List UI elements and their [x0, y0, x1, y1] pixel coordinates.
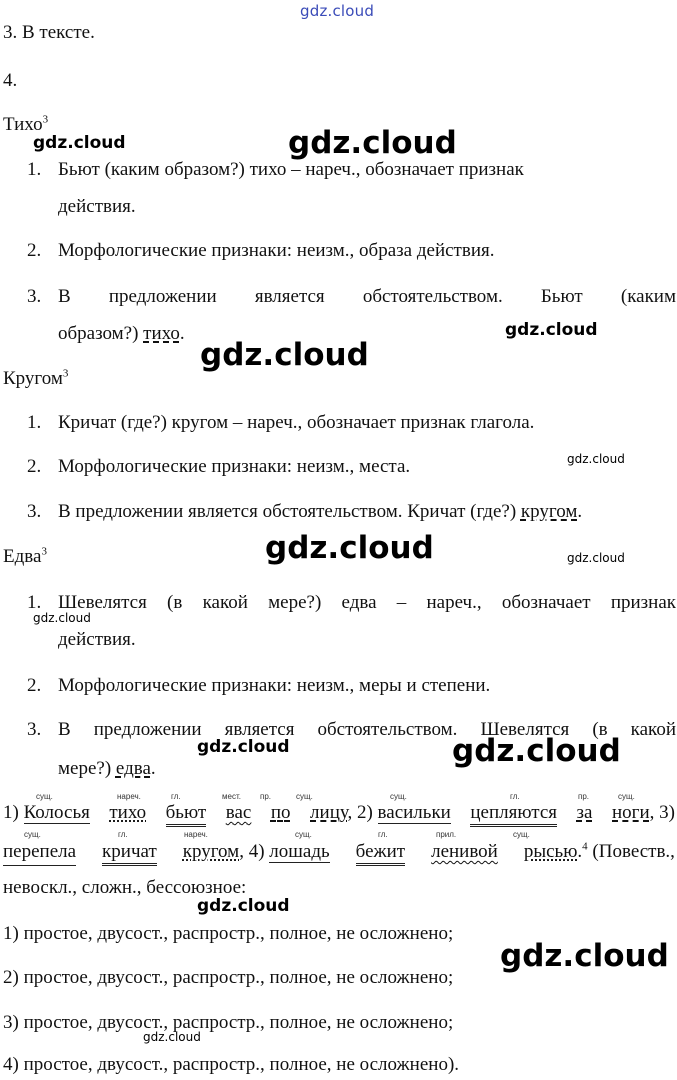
- pos-label: нареч.: [184, 830, 208, 839]
- section-heading-tikho: Тихо$^3$: [3, 113, 49, 135]
- list-item-text: Бьют (каким образом?) тихо – нареч., обозначает признак: [58, 159, 524, 180]
- pos-label: сущ.: [296, 792, 313, 801]
- watermark: gdz.cloud: [33, 133, 126, 153]
- pos-label: сущ.: [24, 830, 41, 839]
- predicate-word: цепляются: [470, 802, 557, 827]
- list-item-text: действия.: [58, 196, 136, 217]
- list-item-text: действия.: [58, 629, 136, 650]
- pos-label: сущ.: [36, 792, 53, 801]
- watermark: gdz.cloud: [33, 611, 91, 625]
- predicate-word: бьют: [166, 802, 207, 827]
- list-number: 3.: [27, 286, 42, 307]
- pos-label: гл.: [378, 830, 388, 839]
- watermark: gdz.cloud: [143, 1030, 201, 1044]
- question-3-answer: 3. В тексте.: [3, 22, 95, 43]
- attribute-word: ленивой: [431, 841, 498, 862]
- subject-word: васильки: [377, 802, 451, 823]
- subject-word: Колосья: [23, 802, 90, 823]
- pos-label: сущ.: [295, 830, 312, 839]
- list-item-text: Морфологические признаки: неизм., образа действия.: [58, 240, 495, 261]
- pos-label: пр.: [578, 792, 590, 801]
- list-number: 3.: [27, 501, 42, 522]
- parsed-sentence-line-1: 1) Колосья тихо бьют вас по лицу, 2) васильки цепляются за ноги, 3): [3, 802, 675, 827]
- predicate-word: бежит: [356, 841, 405, 866]
- analysis-line: 3) простое, двусост., распростр., полное, не осложнено;: [3, 1012, 454, 1033]
- watermark-top: gdz.cloud: [300, 2, 375, 20]
- adverbial-word: кругом: [182, 841, 240, 862]
- list-number: 1.: [27, 159, 42, 180]
- object-word: вас: [225, 802, 252, 823]
- section-heading-edva: Едва$^3$: [3, 545, 47, 567]
- watermark: gdz.cloud: [452, 733, 621, 769]
- pos-label: сущ.: [513, 830, 530, 839]
- watermark: gdz.cloud: [500, 938, 669, 974]
- adverbial-word: рысью: [523, 841, 578, 862]
- preposition-word: по: [270, 802, 291, 823]
- list-number: 2.: [27, 456, 42, 477]
- list-number: 2.: [27, 240, 42, 261]
- watermark: gdz.cloud: [505, 320, 598, 340]
- list-item-text: В предложении является обстоятельством. Шевелятся (в какой: [58, 719, 676, 740]
- pos-label: мест.: [222, 792, 241, 801]
- watermark: gdz.cloud: [567, 452, 625, 466]
- preposition-word: за: [576, 802, 593, 823]
- question-4-label: 4.: [3, 70, 18, 91]
- object-word: лицу: [310, 802, 348, 823]
- pos-label: гл.: [171, 792, 181, 801]
- predicate-word: кричат: [102, 841, 157, 866]
- underlined-adverb: кругом: [520, 501, 578, 522]
- underlined-adverb: тихо: [143, 323, 180, 344]
- watermark: gdz.cloud: [567, 551, 625, 565]
- watermark: gdz.cloud: [200, 337, 369, 373]
- list-item-text: Кричат (где?) кругом – нареч., обозначает признак глагола.: [58, 412, 535, 433]
- list-item-text: Морфологические признаки: неизм., меры и степени.: [58, 675, 491, 696]
- list-item-text: мере?) едва.: [58, 758, 156, 779]
- watermark: gdz.cloud: [288, 125, 457, 161]
- pos-label: сущ.: [390, 792, 407, 801]
- list-number: 1.: [27, 592, 42, 613]
- object-word: ноги: [612, 802, 650, 823]
- analysis-line: 1) простое, двусост., распростр., полное, не осложнено;: [3, 923, 454, 944]
- section-heading-krugom: Кругом$^3$: [3, 367, 69, 389]
- subject-word: лошадь: [269, 841, 330, 862]
- list-item-text: В предложении является обстоятельством. Бьют (каким: [58, 286, 676, 307]
- pos-label: гл.: [118, 830, 128, 839]
- watermark: gdz.cloud: [197, 737, 290, 757]
- list-number: 1.: [27, 412, 42, 433]
- pos-label: нареч.: [117, 792, 141, 801]
- list-number: 3.: [27, 719, 42, 740]
- subject-word: перепела: [3, 841, 76, 866]
- pos-label: сущ.: [618, 792, 635, 801]
- pos-label: прил.: [436, 830, 457, 839]
- list-item-text: образом?) тихо.: [58, 323, 185, 344]
- list-item-text: Морфологические признаки: неизм., места.: [58, 456, 411, 477]
- list-item-text: Шевелятся (в какой мере?) едва – нареч., обозначает признак: [58, 592, 676, 613]
- list-item-text: В предложении является обстоятельством. Кричат (где?) кругом.: [58, 501, 583, 522]
- pos-label: пр.: [260, 792, 272, 801]
- analysis-line: 2) простое, двусост., распростр., полное, не осложнено;: [3, 967, 454, 988]
- watermark: gdz.cloud: [265, 530, 434, 566]
- adverbial-word: тихо: [109, 802, 147, 823]
- pos-label: гл.: [510, 792, 520, 801]
- analysis-line: 4) простое, двусост., распростр., полное, не осложнено).: [3, 1054, 460, 1075]
- underlined-adverb: едва: [115, 758, 151, 779]
- parsed-sentence-line-2: перепела кричат кругом, 4) лошадь бежит ленивой рысью.$^4$ (Повеств.,: [3, 841, 675, 866]
- watermark: gdz.cloud: [197, 896, 290, 916]
- list-number: 2.: [27, 675, 42, 696]
- sentence-characteristics: невоскл., сложн., бессоюзное:: [3, 877, 247, 898]
